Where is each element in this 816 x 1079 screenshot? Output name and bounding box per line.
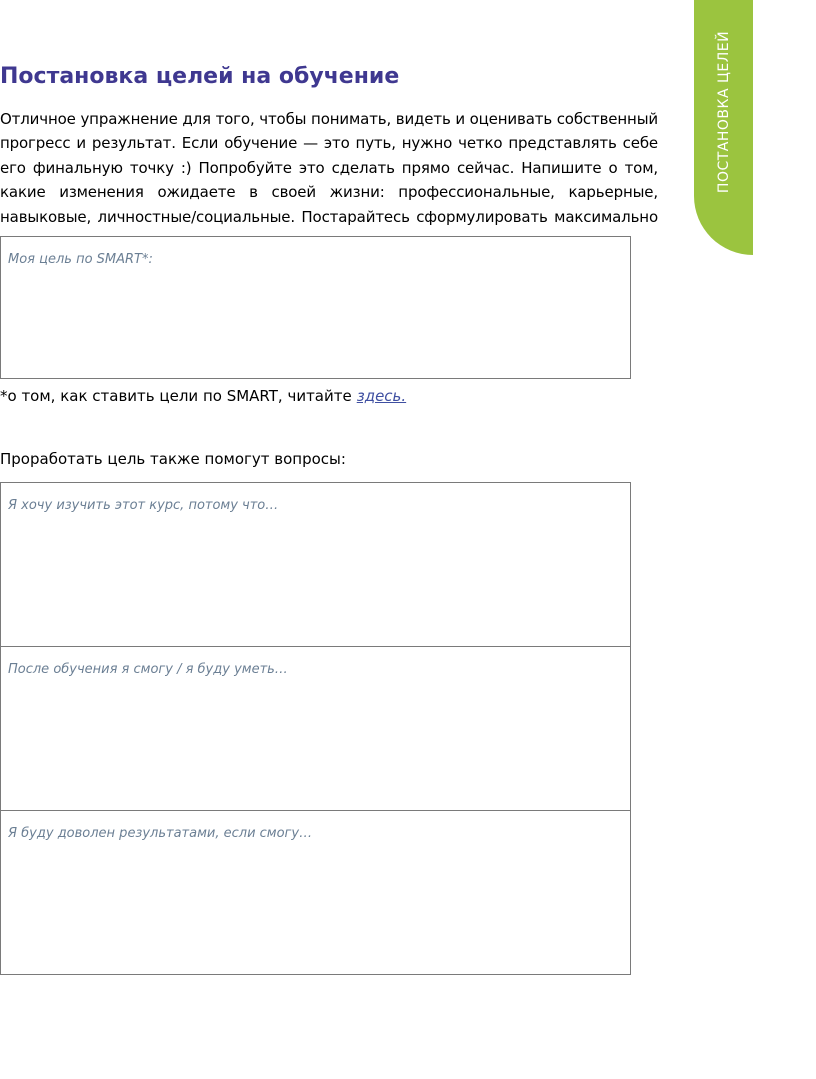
smart-footnote-text: *о том, как ставить цели по SMART, читайте [0,387,352,405]
question-prompt: После обучения я смогу / я буду уметь… [8,662,288,677]
question-input[interactable] [2,519,629,645]
question-field-skills[interactable] [0,646,631,811]
question-field-satisfaction[interactable] [0,810,631,975]
smart-goal-prompt: Моя цель по SMART*: [8,252,153,267]
question-input[interactable] [2,683,629,809]
question-input[interactable] [2,847,629,973]
questions-intro: Проработать цель также помогут вопросы: [0,450,346,468]
question-prompt: Я буду доволен результатами, если смогу… [8,826,313,841]
intro-paragraph: Отличное упражнение для того, чтобы понимать, видеть и оценивать собственный прогресс и результат. Если обучение — это путь, нужно четко представлять себе его финальную точку :) Попробуйте это сделать прямо сейчас. Напишите о том, какие изменения ожидаете в своей жизни: профессиональные, карьерные, навыковые, личностные/социальные. Постарайтесь сформулировать максимально [0,110,658,226]
section-side-tab-label: ПОСТАНОВКА ЦЕЛЕЙ [716,30,732,194]
question-field-reason[interactable] [0,482,631,647]
question-prompt: Я хочу изучить этот курс, потому что… [8,498,279,513]
smart-footnote [0,387,406,405]
smart-goal-field[interactable] [0,236,631,379]
smart-goal-input[interactable] [2,273,629,377]
page-title: Постановка целей на обучение [0,64,400,89]
smart-info-link[interactable]: здесь. [356,387,407,405]
